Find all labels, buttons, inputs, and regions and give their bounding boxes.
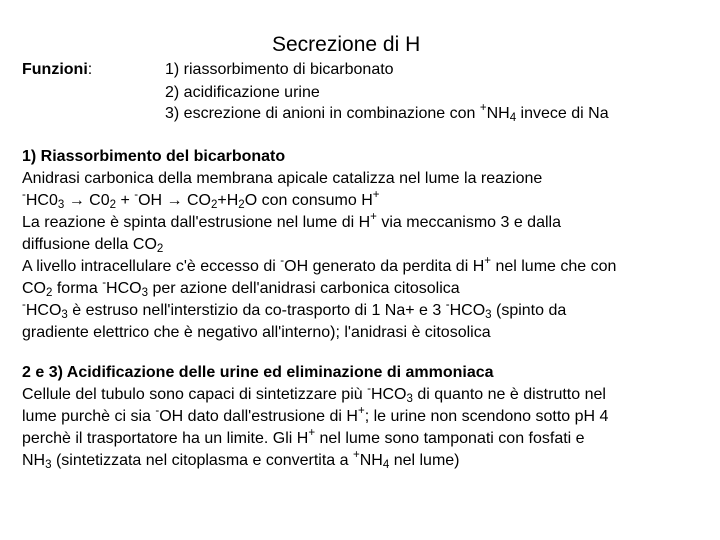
text: + — [116, 192, 135, 209]
sup: + — [479, 102, 487, 115]
section2-heading: 2 e 3) Acidificazione delle urine ed eliminazione di ammoniaca — [22, 364, 494, 381]
text: HCO — [106, 280, 142, 297]
text: nel lume) — [389, 452, 460, 469]
text: OH → CO — [138, 192, 211, 209]
section1-line-6 — [22, 255, 617, 276]
sup: + — [308, 427, 316, 440]
text: La reazione è spinta dall'estrusione nel lume di H — [22, 214, 371, 231]
text: di quanto ne è distrutto nel — [412, 386, 606, 403]
sup: - — [445, 299, 450, 312]
sup: - — [22, 299, 26, 312]
sub: 4 — [509, 111, 517, 124]
text: è estruso nell'interstizio da co-trasporto di 1 Na+ e 3 — [67, 302, 446, 319]
function-item-2: 2) acidificazione urine — [165, 84, 320, 101]
slide-title: Secrezione di H — [272, 33, 421, 56]
function-item-3-text: 3) escrezione di anioni in combinazione con — [165, 105, 480, 122]
section2-line-3 — [22, 405, 609, 426]
text: HC0 — [25, 192, 58, 209]
functions-colon: : — [87, 61, 93, 78]
function-item-1: 1) riassorbimento di bicarbonato — [165, 61, 394, 78]
functions-label — [22, 61, 92, 79]
sup: - — [22, 189, 26, 202]
section1-line-4 — [22, 211, 561, 232]
sup: + — [370, 211, 377, 224]
sub: 3 — [485, 308, 492, 321]
text: OH generato da perdita di H — [284, 258, 485, 275]
section2-line-2 — [22, 383, 606, 405]
text: → C0 — [64, 192, 110, 209]
text: Cellule del tubulo sono capaci di sintetizzare più — [22, 386, 368, 403]
sup: + — [357, 405, 365, 418]
text: OH dato dall'estrusione di H — [159, 408, 358, 425]
text: forma — [52, 280, 103, 297]
text: +H — [217, 192, 239, 209]
sub: 2 — [109, 198, 117, 211]
functions-label-text: Funzioni — [22, 61, 88, 78]
sup: - — [155, 405, 160, 418]
section1-line-5 — [22, 236, 163, 254]
sup: - — [102, 277, 107, 290]
text: CO — [22, 280, 46, 297]
text: perchè il trasportatore ha un limite. Gli H — [22, 430, 309, 447]
text: HCO — [370, 386, 407, 403]
sup: - — [134, 189, 139, 202]
section1-line-7 — [22, 277, 460, 299]
sub: 2 — [46, 286, 53, 299]
sup: + — [484, 255, 491, 268]
sup: + — [353, 449, 360, 462]
text: (spinto da — [491, 302, 567, 319]
sub: 2 — [210, 198, 218, 211]
function-item-3 — [165, 102, 609, 124]
text: via meccanismo 3 e dalla — [376, 214, 561, 231]
section2-line-5 — [22, 449, 460, 471]
text: (sintetizzata nel citoplasma e convertita a — [51, 452, 353, 469]
sub: 3 — [45, 458, 52, 471]
sub: 3 — [141, 286, 149, 299]
sub: 3 — [61, 308, 68, 321]
sup: - — [367, 383, 371, 396]
formula: NH — [486, 105, 510, 122]
section1-heading: 1) Riassorbimento del bicarbonato — [22, 148, 286, 165]
sub: 2 — [238, 198, 245, 211]
sub: 3 — [57, 198, 65, 211]
section1-line-3 — [22, 189, 380, 211]
section1-line-8 — [22, 299, 567, 321]
section1-line-2: Anidrasi carbonica della membrana apicale catalizza nel lume la reazione — [22, 170, 543, 187]
text: lume purchè ci sia — [22, 408, 156, 425]
text: HCO — [449, 302, 486, 319]
sub: 3 — [406, 392, 413, 405]
text: per azione dell'anidrasi carbonica citosolica — [148, 280, 460, 297]
text: diffusione della CO — [22, 236, 157, 253]
sup: - — [280, 255, 285, 268]
text: O con consumo H — [244, 192, 373, 209]
text: nel lume sono tamponati con fosfati e — [315, 430, 585, 447]
text: invece di Na — [516, 105, 609, 122]
section1-line-9: gradiente elettrico che è negativo all'interno); l'anidrasi è citosolica — [22, 324, 491, 341]
text: nel lume che con — [491, 258, 617, 275]
text: NH — [359, 452, 383, 469]
text: A livello intracellulare c'è eccesso di — [22, 258, 281, 275]
text: NH — [22, 452, 46, 469]
sup: + — [372, 189, 380, 202]
section2-line-4 — [22, 427, 585, 448]
text: HCO — [25, 302, 62, 319]
sub: 2 — [156, 242, 164, 255]
text: ; le urine non scendono sotto pH 4 — [364, 408, 609, 425]
sub: 4 — [382, 458, 390, 471]
